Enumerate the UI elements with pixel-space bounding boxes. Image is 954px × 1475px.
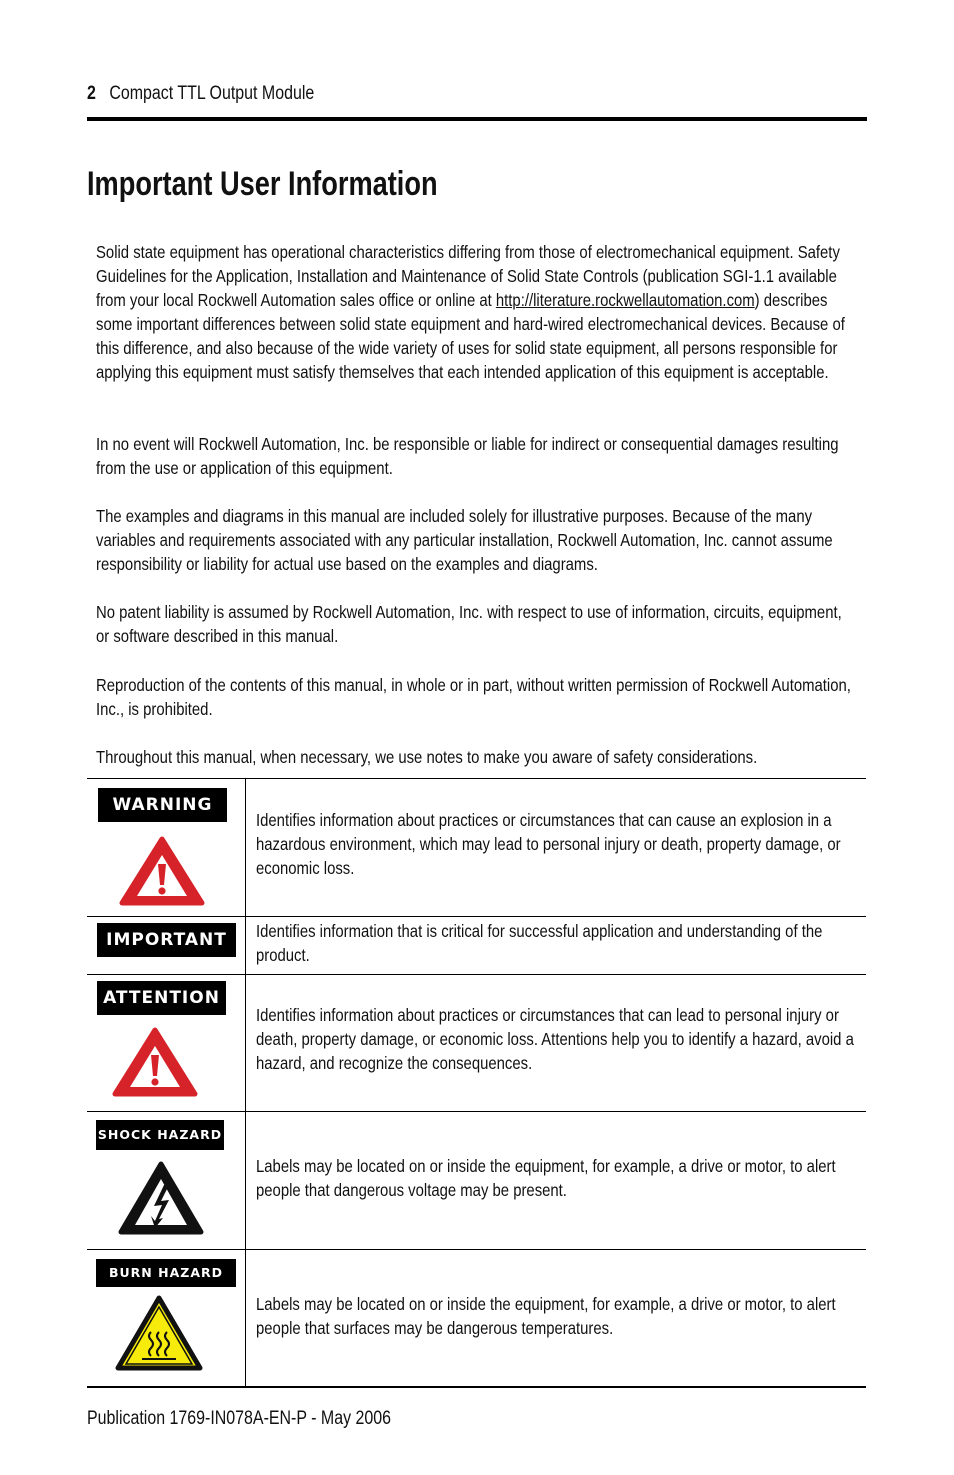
important-badge: IMPORTANT (97, 923, 236, 957)
paragraph-solid-state (96, 240, 857, 384)
paragraph-text: Solid state equipment has operational characteristics differing from those of electromechanical equipment. Safety Guidelines for the Application, Installation and Maintenance of Solid State Controls (publication SGI-1.1 available from your local Rockwell Automation sales office or online at (96, 242, 840, 310)
publication-footer: Publication 1769-IN078A-EN-P - May 2006 (87, 1408, 392, 1429)
note-row-burn-hazard (87, 1250, 866, 1387)
page-number: 2 (87, 83, 96, 104)
burn-hazard-description: Labels may be located on or inside the equipment, for example, a drive or motor, to alert people that surfaces may be dangerous temperatures. (256, 1294, 836, 1338)
warning-badge: WARNING (98, 788, 227, 822)
electric-shock-icon (117, 1160, 205, 1238)
warning-description: Identifies information about practices or circumstances that can cause an explosion in a hazardous environment, which may lead to personal injury or death, property damage, or economic loss. (256, 810, 841, 878)
important-description: Identifies information that is critical for successful application and understanding of the product. (256, 921, 823, 965)
document-title: Compact TTL Output Module (109, 83, 315, 104)
note-row-important (87, 917, 866, 975)
note-label-cell (87, 975, 246, 1112)
header-rule (87, 117, 867, 121)
shock-hazard-badge: SHOCK HAZARD (96, 1120, 224, 1150)
attention-badge: ATTENTION (97, 981, 226, 1015)
page-header (87, 82, 742, 106)
literature-link[interactable]: http://literature.rockwellautomation.com (495, 290, 755, 310)
paragraph-safety-notes: Throughout this manual, when necessary, we use notes to make you aware of safety considerations. (96, 747, 758, 767)
warning-triangle-icon (118, 835, 206, 907)
note-label-cell (87, 917, 246, 975)
attention-description: Identifies information about practices or circumstances that can lead to personal injury or death, property damage, or economic loss. Attentions help you to identify a hazard, avoid a hazard, and recognize the consequences. (256, 1005, 854, 1073)
note-description-cell (246, 779, 867, 917)
note-description-cell (246, 975, 867, 1112)
paragraph-patent: No patent liability is assumed by Rockwell Automation, Inc. with respect to use of information, circuits, equipment, or software described in this manual. (96, 602, 842, 646)
paragraph-examples: The examples and diagrams in this manual are included solely for illustrative purposes. Because of the many variables and requirements associated with any particular installation, Rockwell Automation, Inc. cannot assume responsibility or liability for actual use based on the examples and diagrams. (96, 506, 833, 574)
page-title: Important User Information (87, 165, 438, 203)
note-row-shock-hazard (87, 1112, 866, 1250)
note-row-warning (87, 779, 866, 917)
paragraph-liability: In no event will Rockwell Automation, Inc. be responsible or liable for indirect or consequential damages resulting from the use or application of this equipment. (96, 434, 839, 478)
note-description-cell (246, 917, 867, 975)
note-label-cell (87, 779, 246, 917)
note-row-attention (87, 975, 866, 1112)
note-description-cell (246, 1112, 867, 1250)
warning-triangle-icon (111, 1026, 199, 1098)
paragraph-reproduction: Reproduction of the contents of this manual, in whole or in part, without written permission of Rockwell Automation, Inc., is prohibited. (96, 675, 851, 719)
hot-surface-icon (114, 1294, 204, 1374)
note-label-cell (87, 1112, 246, 1250)
burn-hazard-badge: BURN HAZARD (96, 1259, 236, 1287)
safety-notes-table (87, 778, 866, 1388)
note-description-cell (246, 1250, 867, 1387)
shock-hazard-description: Labels may be located on or inside the equipment, for example, a drive or motor, to alert people that dangerous voltage may be present. (256, 1156, 836, 1200)
paragraph-text: ) describes some important differences between solid state equipment and hard-wired electromechanical devices. Because of this difference, and also because of the wide variety of uses for solid state equipment, all persons responsible for applying this equipment must satisfy themselves that each intended application of this equipment is acceptable. (96, 290, 845, 382)
note-label-cell (87, 1250, 246, 1387)
